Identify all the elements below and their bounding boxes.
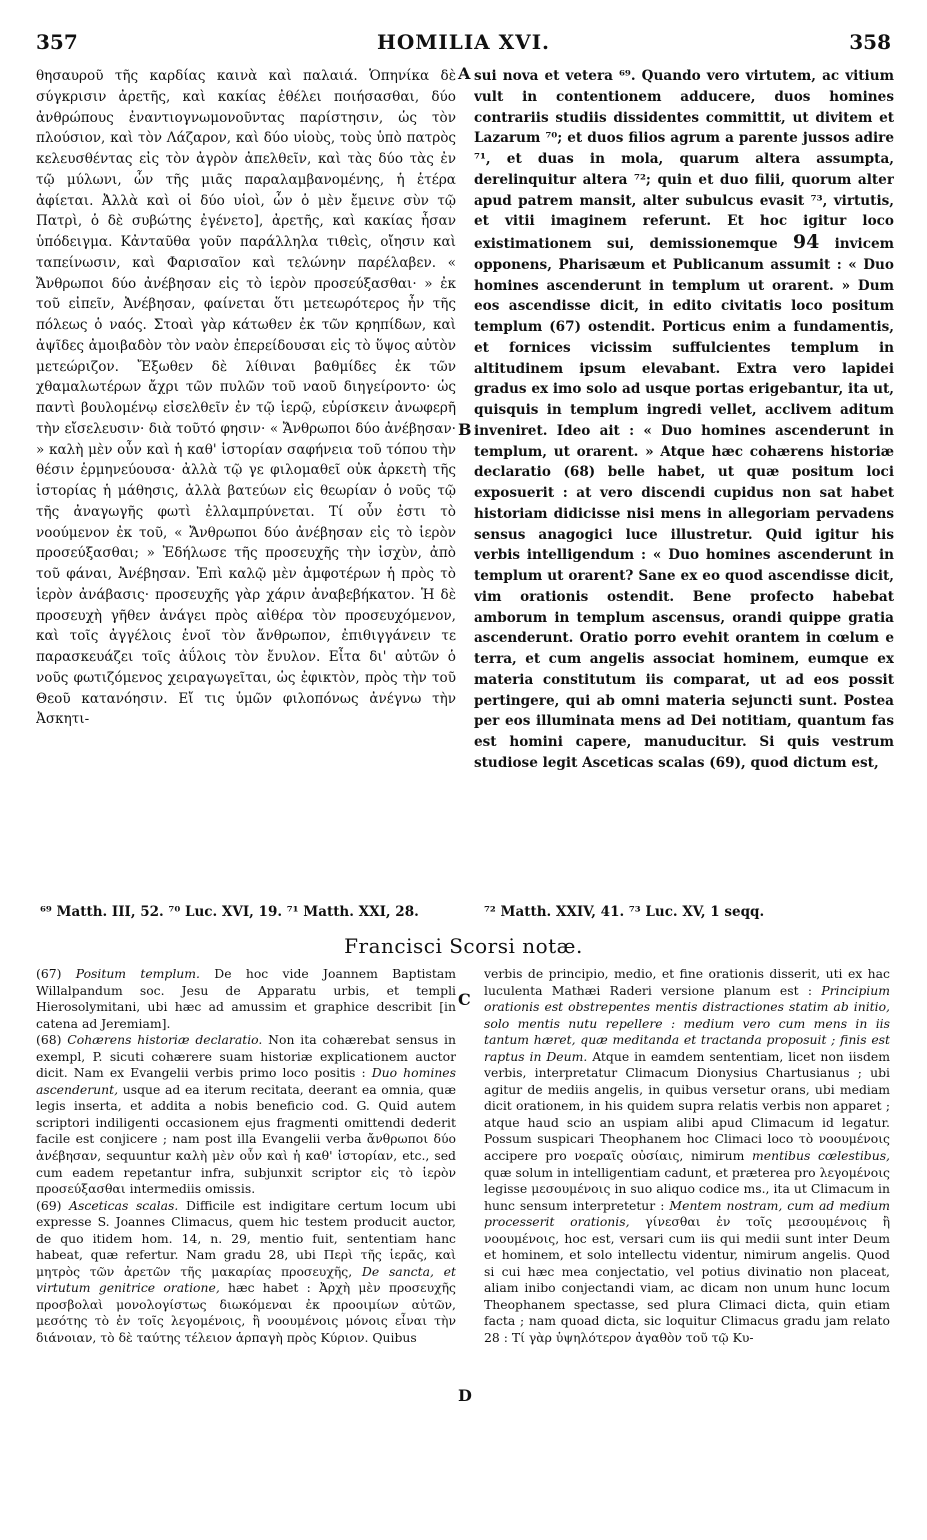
running-title: HOMILIA XVI.: [376, 30, 551, 54]
note-67: [36, 966, 456, 1032]
note-69-heading: Asceticas scalas.: [69, 1197, 179, 1213]
notes-right-italic-1: Principium orationis est obstrepentes mentis distractiones statim ab initio, solo mentis nutu repellere : medium vero cum mens in iis tantum hæret, quæ meditanda et tractanda proposuit ; finis est raptus in Deum.: [484, 982, 890, 1064]
note-67-label: (67): [36, 966, 62, 981]
greek-text: θησαυροῦ τῆς καρδίας καινὰ καὶ παλαιά. Ὁπηνίκα δὲ σύγκρισιν ἀρετῆς, καὶ κακίας ἐθέλει ποιήσασθαι, δύο ἀνθρώπους ἐναντιογνωμονοῦντας παρίστησιν, ὡς τὸν πλούσιον, καὶ τὸν Λάζαρον, καὶ δύο υἱοὺς, τοὺς ὑπὸ πατρὸς κελευσθέντας εἰς τὸν ἀγρὸν ἀπελθεῖν, καὶ τὰς δύο τὰς ἐν τῷ μύλωνι, ὧν τῆς μιᾶς παραλαμβανομένης, ἡ ἑτέρα ἀφίεται. Ἀλλὰ καὶ οἱ δύο υἱοὶ, ὧν ὁ μὲν ἔμεινε σὺν τῷ Πατρὶ, ὁ δὲ συβώτης ἐγένετο], ἀρετῆς, καὶ κακίας ἦσαν ὑπόδειγμα. Κἀνταῦθα γοῦν παράλληλα τιθεὶς, οἴησιν καὶ ταπείνωσιν, καὶ Φαρισαῖον καὶ τελώνην παρέλαβεν. « Ἄνθρωποι δύο ἀνέβησαν εἰς τὸ ἱερὸν προσεύξασθαι· » ἐκ τοῦ εἰπεῖν, Ἀνέβησαν, φαίνεται ὅτι μετεωρότερος ἦν τῆς πόλεως ὁ ναός. Στοαὶ γὰρ κάτωθεν ἐκ τῶν κρηπίδων, καὶ ἀψῖδες ἀμοιβαδὸν τὸν ναὸν ἐπερείδουσαι εἰς τὸ ὕψος αὐτὸν μετεώριζον. Ἔξωθεν δὲ λίθιναι βαθμίδες ἐκ τῶν χθαμαλωτέρων ἄχρι τῶν πυλῶν τοῦ ναοῦ διηγείροντο· ὡς παντὶ βουλομένῳ εἰσελθεῖν ἐν τῷ ἱερῷ, εὑρίσκειν ἀνωφερῆ τὴν εἴσελευσιν· διὰ τοῦτό φησιν· « Ἄνθρωποι δύο ἀνέβησαν· » καλὴ μὲν οὖν καὶ ἡ καθ' ἱστορίαν σαφήνεια τοῦ τόπου τὴν θέσιν ἑρμηνεύουσα· ἀλλὰ τῷ γε φιλομαθεῖ οὐκ ἀρκετὴ τῆς ἱστορίας ἡ μάθησις, ἀλλὰ βατεύων εἰς θεωρίαν ὁ νοῦς τῷ τῆς ἀναγωγῆς φωτὶ ἐλλαμπρύνεται. Τί οὖν ἐστι τὸ νοούμενον ἐκ τοῦ, « Ἄνθρωποι δύο ἀνέβησαν εἰς τὸ ἱερὸν προσεύξασθαι; » Ἐδήλωσε τῆς προσευχῆς τὴν ἰσχὺν, ἀπὸ τοῦ φάναι, Ἀνέβησαν. Ἐπὶ καλῷ μὲν ἀμφοτέρων ἡ πρὸς τὸ ἱερὸν ἀνάβασις· προσευχῆς γὰρ χάριν ἀναβεβήκατον. Ἡ δὲ προσευχὴ γῆθεν ἀνάγει πρὸς αἰθέρα τὸν προσευχόμενον, καὶ τοῖς ἀγγέλοις ἑνοῖ τὸν ἄνθρωπον, ἐπιθιγγάνειν τε παρασκευάζει τοῖς ἀΰλοις τὸν ἔνυλον. Εἶτα δι' αὐτῶν ὁ νοῦς φωτιζόμενος χειραγωγεῖται, ὡς ἐφικτὸν, πρὸς τὴν τοῦ Θεοῦ κατανόησιν. Εἴ τις ὑμῶν φιλοπόνως ἀνέγνω τὴν Ἀσκητι-: [36, 68, 456, 728]
notes-right-column: [484, 966, 890, 1526]
margin-marker-c: C: [458, 990, 471, 1009]
margin-marker-b: B: [458, 420, 472, 439]
note-69-text-2: hæc habet : Ἀρχὴ μὲν προσευχῆς προσβολαὶ μονολογίστως διωκόμεναι ἐκ προοιμίων αὐτῶν, μεσότης τὸ ἐν τοῖς λεγομένοις, ἢ νοουμένοις μόνοις εἶναι τὴν διάνοιαν, τὸ δὲ ταύτης τέλειον ἁρπαγὴ πρὸς Κύριον. Quibus: [36, 1280, 456, 1346]
note-67-text: De hoc vide Joannem Baptistam Willalpandum soc. Jesu de Apparatu urbis, et templi Hierosolymitani, ubi hæc ad amussim et graphice describit [in catena ad Jeremiam].: [36, 966, 456, 1031]
greek-column: [36, 66, 456, 906]
margin-marker-d: D: [458, 1386, 472, 1405]
latin-text-part-1: sui nova et vetera ⁶⁹. Quando vero virtutem, ac vitium vult in contentionem adducere, duos homines contrariis studiis dissidentes committit, ut divitem et Lazarum ⁷⁰; et duos filios agrum a parente jussos adire ⁷¹, et duas in mola, quarum altera assumpta, derelinquitur altera ⁷²; quin et duo filii, quorum alter apud patrem mansit, alter subulcus evasit ⁷³, virtutis, et vitii imaginem referunt. Et hoc igitur loco existimationem sui, demissionemque: [474, 68, 894, 252]
note-67-heading: Positum templum.: [75, 966, 200, 981]
note-69-italic: De sancta, et virtutum genitrice oratione,: [36, 1263, 456, 1296]
note-69-label: (69): [36, 1197, 62, 1213]
note-69-text-1: Difficile est indigitare certum locum ubi expresse S. Joannes Climacus, quem hic testem producit auctor, de quo itidem hom. 14, n. 29, mentio fuit, sententiam hanc habeat, quæ refertur. Nam gradu 28, ubi Περὶ τῆς ἱερᾶς, καὶ μητρὸς τῶν ἀρετῶν τῆς μακαρίας προσευχῆς,: [36, 1197, 456, 1279]
notes-left-column: [36, 966, 456, 1526]
note-68-label: (68): [36, 1032, 62, 1048]
note-68-text-1: Non ita cohærebat sensus in exempl, P. sicuti cohærere suam historiæ explicationem auctor dicit. Nam ex Evangelii verbis primo loco positis :: [36, 1032, 456, 1081]
notes-right-italic-3: Mentem nostram, cum ad medium processerit orationis,: [484, 1197, 890, 1230]
notes-right-text-4: γίνεσθαι ἐν τοῖς μεσουμένοις ἢ νοουμένοις, hoc est, versari cum iis qui medii sunt inter Deum et hominem, et solo intellectu videntur, nimirum angelis. Quod si cui hæc mea conjectatio, vel potius divinatio non placeat, aliam inibo conjectandi viam, ac dicam non unum hunc locum Theophanem spectasse, sed plura Climaci dicta, quin etiam facta ; nam quoad dicta, sic loquitur Climacus gradu jam relato 28 : Τί γὰρ ὑψηλότερον ἀγαθὸν τοῦ τῷ Κυ-: [484, 1214, 890, 1346]
page-header: [36, 30, 891, 64]
notes-title: Francisci Scorsi notæ.: [344, 934, 583, 958]
footnotes-left: ⁶⁹ Matth. III, 52. ⁷⁰ Luc. XVI, 19. ⁷¹ Matth. XXI, 28.: [40, 904, 419, 920]
note-68: [36, 1032, 456, 1197]
right-page-number: 358: [849, 30, 891, 54]
note-68-italic: Duo homines ascenderunt,: [36, 1065, 456, 1097]
note-69: [36, 1198, 456, 1347]
footnotes-right: ⁷² Matth. XXIV, 41. ⁷³ Luc. XV, 1 seqq.: [484, 904, 765, 920]
notes-right-italic-2: mentibus cœlestibus,: [752, 1148, 890, 1164]
latin-column: [474, 66, 894, 906]
note-69-continued: [484, 966, 890, 1347]
notes-right-text-2: Atque in eamdem sententiam, licet non iisdem verbis, interpretatur Climacum Dionysius Chartusianus ; ubi agitur de mediis angelis, in quibus versetur orans, ubi mediam dicit orationem, in his quidem supra relatis verbis non apparet ; atque haud scio an uspiam alibi apud Climacum id legatur. Possum suspicari Theophanem hoc Climaci loco τὸ νοουμένοις accipere pro νοεραῖς οὐσίαις, nimirum: [484, 1048, 890, 1164]
note-68-heading: Cohærens historiæ declaratio.: [67, 1032, 263, 1048]
latin-text-part-2: invicem opponens, Pharisæum et Publicanum assumit : « Duo homines ascenderunt in templum ut orarent. » Dum eos ascendisse dicit, in edito civitatis loco positum templum (67) ostendit. Porticus enim a fundamentis, et fornices vicissim suffulcientes templum in altitudinem ipsum elevabant. Extra vero lapidei gradus ex imo solo ad usque portas erigebantur, ita ut, quisquis in templum ingredi vellet, acclivem aditum inveniret. Ideo ait : « Duo homines ascenderunt in templum, ut orarent. » Atque hæc cohærens historiæ declaratio (68) belle habet, ut quæ positum loci exposuerit : at vero discendi cupidus non sat habet historiam didicisse nisi mens in allegoriam pervadens sensus anagogici luce illustretur. Quid igitur his verbis intelligendum : « Duo homines ascenderunt in templum ut orarent? Sane ex eo quod ascendisse dicit, vim orationis ostendit. Bene profecto habebat amborum in templum ascensus, orandi quippe gratia ascenderunt. Oratio porro evehit orantem in cœlum e terra, et cum angelis associat hominem, eumque ex materia constitutum iis comparat, ut ad eos possit pertingere, qui ab omni materia sejuncti sunt. Postea per eos illuminata mens ad Dei notitiam, quantum fas est homini capere, manuducitur. Si quis vestrum studiose legit Asceticas scalas (69), quod dictum est,: [474, 236, 894, 771]
margin-marker-a: A: [458, 64, 471, 83]
latin-text: [474, 66, 894, 774]
left-page-number: 357: [36, 30, 78, 54]
notes-right-text-1: verbis de principio, medio, et fine orationis disserit, uti ex hac luculenta Mathæi Raderi versione planum est :: [484, 966, 890, 998]
column-number: 94: [792, 231, 820, 253]
note-68-text-2: usque ad ea iterum recitata, deerant ea omnia, quæ legis inserta, et addita a nobis beneficio cod. G. Quid autem scriptori indiligenti occasionem ejus fragmenti omittendi dederit facile est conjicere ; nam post illa Evangelii verba ἄνθρωποι δύο ἀνέβησαν, sequuntur καλὴ μὲν οὖν καὶ ἡ καθ' ἱστορίαν, etc., sed cum eadem repetantur infra, subjunxit scriptor εἰς τὸ ἱερὸν προσεύξασθαι intermediis omissis.: [36, 1081, 456, 1197]
notes-right-text-3: quæ solum in intelligentiam cadunt, et præterea pro λεγομένοις legisse μεσουμένοις in suo aliquo codice ms., ita ut Climacum in hunc sensum interpretetur :: [484, 1164, 890, 1213]
